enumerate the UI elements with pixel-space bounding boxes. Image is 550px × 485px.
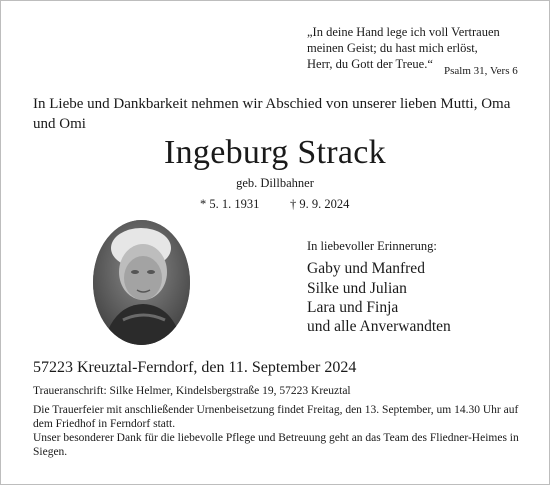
remembrance-heading: In liebevoller Erinnerung:	[307, 239, 437, 253]
death-date: † 9. 9. 2024	[290, 197, 350, 211]
portrait-image	[93, 220, 190, 345]
mourner-1: Gaby und Manfred	[307, 260, 425, 277]
intro-text: In Liebe und Dankbarkeit nehmen wir Abschied von unserer lieben Mutti, Oma und Omi	[33, 96, 511, 132]
mourner-2: Silke und Julian	[307, 280, 407, 297]
psalm-line-1: „In deine Hand lege ich voll Vertrauen	[307, 25, 500, 39]
deceased-name: Ingeburg Strack	[164, 134, 386, 171]
portrait-photo	[93, 220, 190, 345]
ceremony-info: Die Trauerfeier mit anschließender Urnenbeisetzung findet Freitag, den 13. September, um 14.30 Uhr auf dem Friedhof in Ferndorf statt.	[33, 404, 519, 430]
mourner-3: Lara und Finja	[307, 299, 399, 316]
birth-date: * 5. 1. 1931	[200, 197, 260, 211]
thanks-note: Unser besonderer Dank für die liebevolle Pflege und Betreuung geht an das Team des Fliedner-Heimes in Siegen.	[33, 432, 519, 458]
psalm-reference: Psalm 31, Vers 6	[444, 65, 518, 77]
psalm-line-2: meinen Geist; du hast mich erlöst,	[307, 41, 478, 55]
place-date: 57223 Kreuztal-Ferndorf, den 11. September 2024	[33, 359, 357, 376]
birth-name: geb. Dillbahner	[236, 176, 314, 190]
mourner-4: und alle Anverwandten	[307, 318, 451, 335]
mourning-address: Traueranschrift: Silke Helmer, Kindelsbergstraße 19, 57223 Kreuztal	[33, 385, 351, 397]
psalm-line-3: Herr, du Gott der Treue.“	[307, 57, 433, 71]
